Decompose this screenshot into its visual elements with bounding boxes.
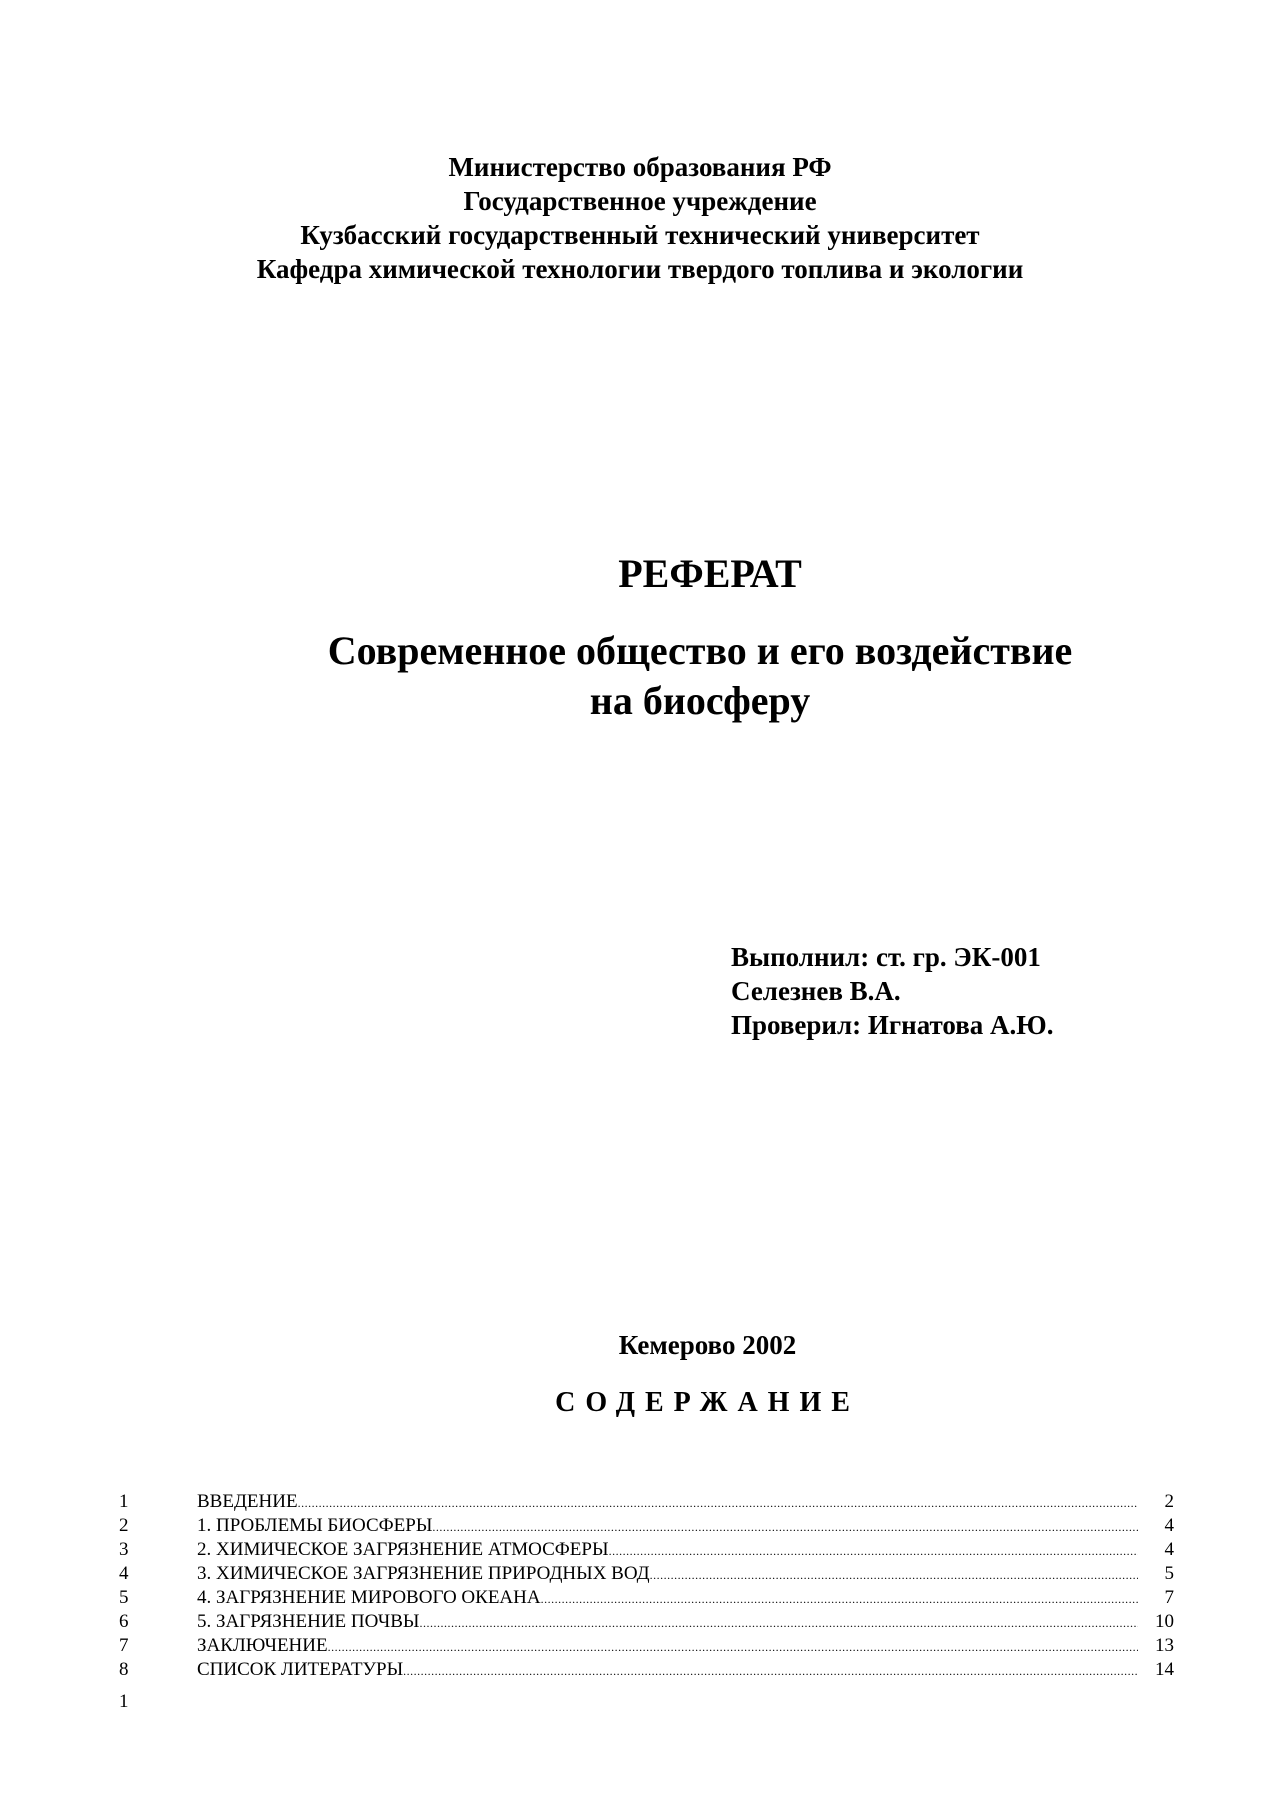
toc-row[interactable]: [119, 1586, 1174, 1610]
toc-row-page: 7: [1164, 1587, 1174, 1608]
student-name-line: Селезнев В.А.: [731, 976, 901, 1006]
toc-row-title: ЗАКЛЮЧЕНИЕ: [197, 1635, 328, 1656]
toc-row-number: 3: [119, 1539, 129, 1560]
toc-row-page: 2: [1164, 1491, 1174, 1512]
toc-row[interactable]: [119, 1658, 1174, 1682]
toc-row-title: 3. ХИМИЧЕСКОЕ ЗАГРЯЗНЕНИЕ ПРИРОДНЫХ ВОД: [197, 1563, 650, 1584]
toc-row-title: 5. ЗАГРЯЗНЕНИЕ ПОЧВЫ: [197, 1611, 420, 1632]
toc-row-number: 4: [119, 1563, 129, 1584]
toc-dot-leader: [328, 1635, 1138, 1659]
toc-heading: СОДЕРЖАНИЕ: [555, 1387, 860, 1418]
institution-type-line: Государственное учреждение: [463, 186, 817, 216]
toc-dot-leader: [419, 1611, 1138, 1635]
toc-row[interactable]: [119, 1538, 1174, 1562]
toc-row-title: 4. ЗАГРЯЗНЕНИЕ МИРОВОГО ОКЕАНА: [197, 1587, 541, 1608]
ministry-line: Министерство образования РФ: [448, 152, 832, 182]
toc-row-title: СПИСОК ЛИТЕРАТУРЫ: [197, 1659, 404, 1680]
toc-dot-leader: [403, 1659, 1138, 1683]
trailing-list-number: 1: [119, 1691, 129, 1712]
toc-row-page: 5: [1164, 1563, 1174, 1584]
toc-row-title: 2. ХИМИЧЕСКОЕ ЗАГРЯЗНЕНИЕ АТМОСФЕРЫ: [197, 1539, 609, 1560]
checked-by-line: Проверил: Игнатова А.Ю.: [731, 1010, 1054, 1040]
doc-title: [200, 626, 1200, 726]
university-line: Кузбасский государственный технический университет: [300, 220, 980, 250]
toc-row-number: 1: [119, 1491, 129, 1512]
toc-dot-leader: [650, 1563, 1138, 1587]
toc-row-page: 4: [1164, 1515, 1174, 1536]
doc-title-line-1: Современное общество и его воздействие: [327, 628, 1073, 673]
toc-row-page: 4: [1164, 1539, 1174, 1560]
toc-row[interactable]: [119, 1490, 1174, 1514]
city-year: Кемерово 2002: [618, 1330, 797, 1360]
toc-dot-leader: [609, 1539, 1138, 1563]
toc-row-number: 5: [119, 1587, 129, 1608]
toc-row[interactable]: [119, 1610, 1174, 1634]
institution-header: [0, 150, 1280, 286]
toc-row[interactable]: [119, 1634, 1174, 1658]
toc-row-title: 1. ПРОБЛЕМЫ БИОСФЕРЫ: [197, 1515, 433, 1536]
toc-row-number: 6: [119, 1611, 129, 1632]
performed-by-line: Выполнил: ст. гр. ЭК-001: [731, 942, 1041, 972]
toc-dot-leader: [298, 1491, 1138, 1515]
toc-dot-leader: [432, 1515, 1138, 1539]
toc-row-title: ВВЕДЕНИЕ: [197, 1491, 298, 1512]
signature-block: [731, 940, 1053, 1042]
toc-dot-leader: [541, 1587, 1138, 1611]
toc-row[interactable]: [119, 1514, 1174, 1538]
toc-row-number: 8: [119, 1659, 129, 1680]
doc-title-line-2: на биосферу: [589, 678, 811, 723]
department-line: Кафедра химической технологии твердого топлива и экологии: [256, 254, 1024, 284]
doc-type-heading: РЕФЕРАТ: [618, 551, 802, 596]
table-of-contents: [119, 1490, 1174, 1682]
toc-row[interactable]: [119, 1562, 1174, 1586]
toc-row-number: 2: [119, 1515, 129, 1536]
toc-row-page: 14: [1155, 1659, 1174, 1680]
toc-row-number: 7: [119, 1635, 129, 1656]
toc-row-page: 10: [1155, 1611, 1174, 1632]
toc-row-page: 13: [1155, 1635, 1174, 1656]
